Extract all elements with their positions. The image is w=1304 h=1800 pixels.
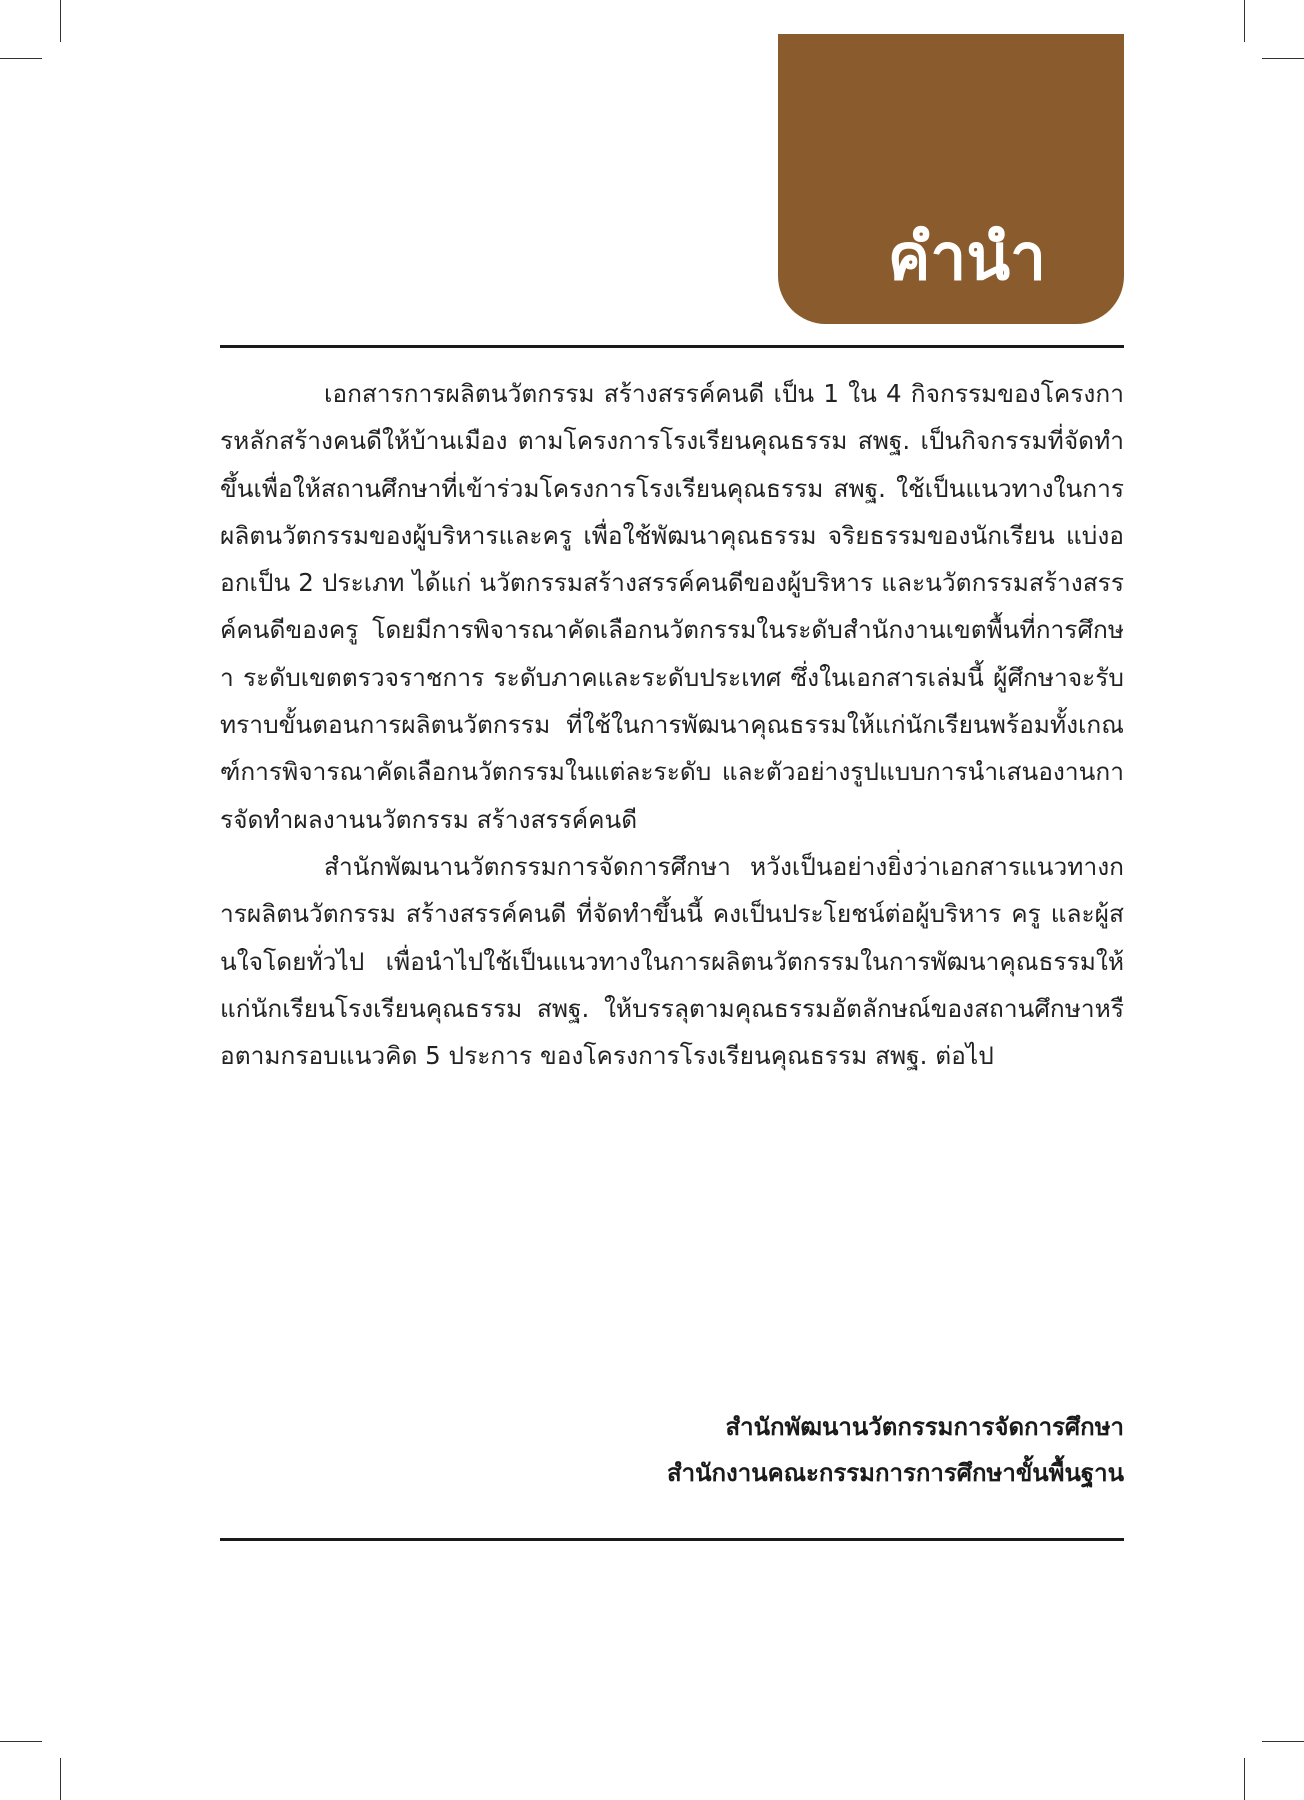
paragraph-2: สำนักพัฒนานวัตกรรมการจัดการศึกษา หวังเป็นอย่างยิ่งว่าเอกสารแนวทางการผลิตนวัตกรรม สร้างสรรค์คนดี ที่จัดทำขึ้นนี้ คงเป็นประโยชน์ต่อผู้บริหาร ครู และผู้สนใจโดยทั่วไป เพื่อนำไปใช้เป็นแนวทางในการผลิตนวัตกรรมในการพัฒนาคุณธรรมให้แก่นักเรียนโรงเรียนคุณธรรม สพฐ. ให้บรรลุตามคุณธรรมอัตลักษณ์ของสถานศึกษาหรือตามกรอบแนวคิด 5 ประการ ของโครงการโรงเรียนคุณธรรม สพฐ. ต่อไป	[220, 851, 1124, 1071]
signature-line-2: สำนักงานคณะกรรมการการศึกษาขั้นพื้นฐาน	[666, 1459, 1124, 1487]
top-divider	[220, 345, 1124, 348]
crop-mark-bottom-left-v	[60, 1758, 61, 1800]
preface-body	[220, 370, 1124, 1079]
heading-tab	[778, 34, 1124, 324]
bottom-divider	[220, 1538, 1124, 1541]
crop-mark-top-right-v	[1244, 0, 1245, 42]
crop-mark-bottom-right-h	[1262, 1741, 1304, 1742]
paragraph-1: เอกสารการผลิตนวัตกรรม สร้างสรรค์คนดี เป็น 1 ใน 4 กิจกรรมของโครงการหลักสร้างคนดีให้บ้านเมือง ตามโครงการโรงเรียนคุณธรรม สพฐ. เป็นกิจกรรมที่จัดทำขึ้นเพื่อให้สถานศึกษาที่เข้าร่วมโครงการโรงเรียนคุณธรรม สพฐ. ใช้เป็นแนวทางในการผลิตนวัตกรรมของผู้บริหารและครู เพื่อใช้พัฒนาคุณธรรม จริยธรรมของนักเรียน แบ่งออกเป็น 2 ประเภท ได้แก่ นวัตกรรมสร้างสรรค์คนดีของผู้บริหาร และนวัตกรรมสร้างสรรค์คนดีของครู โดยมีการพิจารณาคัดเลือกนวัตกรรมในระดับสำนักงานเขตพื้นที่การศึกษา ระดับเขตตรวจราชการ ระดับภาคและระดับประเทศ ซึ่งในเอกสารเล่มนี้ ผู้ศึกษาจะรับทราบขั้นตอนการผลิตนวัตกรรม ที่ใช้ในการพัฒนาคุณธรรมให้แก่นักเรียนพร้อมทั้งเกณฑ์การพิจารณาคัดเลือกนวัตกรรมในแต่ละระดับ และตัวอย่างรูปแบบการนำเสนองานการจัดทำผลงานนวัตกรรม สร้างสรรค์คนดี	[220, 379, 1124, 834]
crop-mark-top-right-h	[1262, 58, 1304, 59]
page-title: คำนำ	[887, 221, 1046, 295]
crop-mark-bottom-right-v	[1244, 1758, 1245, 1800]
crop-mark-top-left-h	[0, 58, 42, 59]
crop-mark-bottom-left-h	[0, 1741, 42, 1742]
signature-block	[667, 1404, 1124, 1496]
crop-mark-top-left-v	[60, 0, 61, 42]
signature-line-1: สำนักพัฒนานวัตกรรมการจัดการศึกษา	[725, 1413, 1124, 1441]
